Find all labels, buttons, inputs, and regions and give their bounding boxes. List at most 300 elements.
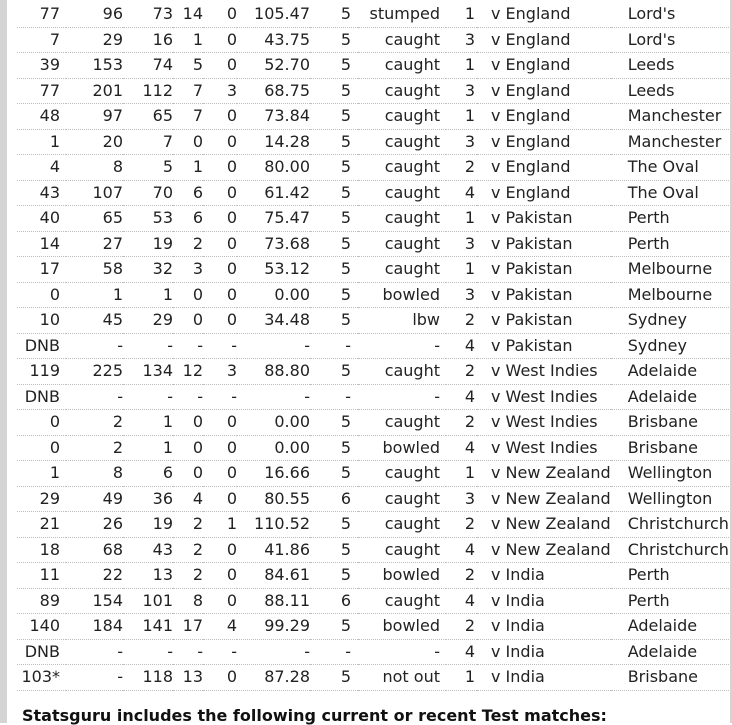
sixes-cell: 0 <box>203 563 237 589</box>
minutes-cell: 201 <box>66 78 123 104</box>
strike-rate-cell: 110.52 <box>237 512 310 538</box>
table-row <box>17 129 729 155</box>
dismissal-cell: caught <box>358 27 446 53</box>
balls-faced-cell: 19 <box>123 231 173 257</box>
strike-rate-cell: 53.12 <box>237 257 310 283</box>
table-row <box>17 384 729 410</box>
runs-cell: 4 <box>17 155 66 181</box>
table-row <box>17 53 729 79</box>
minutes-cell: 96 <box>66 2 123 27</box>
sixes-cell: 0 <box>203 155 237 181</box>
minutes-cell: 8 <box>66 155 123 181</box>
dismissal-cell: caught <box>358 257 446 283</box>
dismissal-cell: bowled <box>358 614 446 640</box>
minutes-cell: - <box>66 333 123 359</box>
table-row <box>17 104 729 130</box>
ground-cell: Leeds <box>611 78 729 104</box>
innings-number-cell: 3 <box>446 231 477 257</box>
balls-faced-cell: - <box>123 639 173 665</box>
ground-cell: Melbourne <box>611 257 729 283</box>
batting-position-cell: 5 <box>310 461 358 487</box>
table-row <box>17 180 729 206</box>
opposition-cell: v India <box>477 588 611 614</box>
batting-position-cell: 5 <box>310 231 358 257</box>
innings-number-cell: 2 <box>446 614 477 640</box>
ground-cell: The Oval <box>611 155 729 181</box>
innings-number-cell: 4 <box>446 639 477 665</box>
balls-faced-cell: 19 <box>123 512 173 538</box>
batting-position-cell: - <box>310 639 358 665</box>
ground-cell: Leeds <box>611 53 729 79</box>
innings-number-cell: 3 <box>446 129 477 155</box>
dismissal-cell: - <box>358 333 446 359</box>
dismissal-cell: bowled <box>358 282 446 308</box>
ground-cell: Melbourne <box>611 282 729 308</box>
sixes-cell: - <box>203 639 237 665</box>
opposition-cell: v Pakistan <box>477 333 611 359</box>
table-row <box>17 410 729 436</box>
opposition-cell: v Pakistan <box>477 231 611 257</box>
innings-number-cell: 1 <box>446 461 477 487</box>
minutes-cell: 97 <box>66 104 123 130</box>
minutes-cell: 22 <box>66 563 123 589</box>
fours-cell: - <box>173 639 203 665</box>
innings-rows <box>17 2 729 690</box>
balls-faced-cell: 118 <box>123 665 173 691</box>
strike-rate-cell: 52.70 <box>237 53 310 79</box>
ground-cell: Christchurch <box>611 537 729 563</box>
minutes-cell: - <box>66 384 123 410</box>
fours-cell: 2 <box>173 537 203 563</box>
sixes-cell: 0 <box>203 104 237 130</box>
opposition-cell: v Pakistan <box>477 308 611 334</box>
dismissal-cell: - <box>358 384 446 410</box>
innings-number-cell: 1 <box>446 665 477 691</box>
strike-rate-cell: 61.42 <box>237 180 310 206</box>
dismissal-cell: caught <box>358 206 446 232</box>
innings-number-cell: 3 <box>446 282 477 308</box>
fours-cell: 0 <box>173 461 203 487</box>
fours-cell: 0 <box>173 410 203 436</box>
table-row <box>17 231 729 257</box>
fours-cell: - <box>173 384 203 410</box>
balls-faced-cell: 65 <box>123 104 173 130</box>
table-row <box>17 461 729 487</box>
dismissal-cell: caught <box>358 129 446 155</box>
ground-cell: Manchester <box>611 129 729 155</box>
ground-cell: Perth <box>611 206 729 232</box>
sixes-cell: - <box>203 333 237 359</box>
opposition-cell: v England <box>477 27 611 53</box>
balls-faced-cell: 141 <box>123 614 173 640</box>
ground-cell: Christchurch <box>611 512 729 538</box>
balls-faced-cell: 13 <box>123 563 173 589</box>
batting-position-cell: 6 <box>310 486 358 512</box>
balls-faced-cell: 134 <box>123 359 173 385</box>
opposition-cell: v India <box>477 614 611 640</box>
dismissal-cell: lbw <box>358 308 446 334</box>
sixes-cell: 0 <box>203 537 237 563</box>
fours-cell: 6 <box>173 206 203 232</box>
batting-position-cell: 5 <box>310 359 358 385</box>
balls-faced-cell: 1 <box>123 410 173 436</box>
batting-position-cell: 5 <box>310 2 358 27</box>
runs-cell: 10 <box>17 308 66 334</box>
sixes-cell: 0 <box>203 231 237 257</box>
opposition-cell: v Pakistan <box>477 257 611 283</box>
dismissal-cell: caught <box>358 231 446 257</box>
batting-position-cell: 5 <box>310 308 358 334</box>
sixes-cell: 0 <box>203 53 237 79</box>
table-row <box>17 155 729 181</box>
runs-cell: 1 <box>17 461 66 487</box>
minutes-cell: 107 <box>66 180 123 206</box>
opposition-cell: v New Zealand <box>477 486 611 512</box>
fours-cell: 2 <box>173 563 203 589</box>
innings-number-cell: 2 <box>446 308 477 334</box>
opposition-cell: v India <box>477 563 611 589</box>
opposition-cell: v New Zealand <box>477 512 611 538</box>
strike-rate-cell: 0.00 <box>237 410 310 436</box>
batting-position-cell: 5 <box>310 665 358 691</box>
strike-rate-cell: 88.80 <box>237 359 310 385</box>
balls-faced-cell: 43 <box>123 537 173 563</box>
table-row <box>17 27 729 53</box>
minutes-cell: 2 <box>66 410 123 436</box>
sixes-cell: 0 <box>203 282 237 308</box>
strike-rate-cell: 73.68 <box>237 231 310 257</box>
dismissal-cell: caught <box>358 104 446 130</box>
innings-number-cell: 1 <box>446 257 477 283</box>
opposition-cell: v India <box>477 665 611 691</box>
strike-rate-cell: 41.86 <box>237 537 310 563</box>
runs-cell: 18 <box>17 537 66 563</box>
table-row <box>17 512 729 538</box>
strike-rate-cell: 16.66 <box>237 461 310 487</box>
runs-cell: 0 <box>17 282 66 308</box>
strike-rate-cell: 34.48 <box>237 308 310 334</box>
balls-faced-cell: 7 <box>123 129 173 155</box>
batting-position-cell: 5 <box>310 206 358 232</box>
dismissal-cell: stumped <box>358 2 446 27</box>
table-row <box>17 614 729 640</box>
strike-rate-cell: 0.00 <box>237 435 310 461</box>
ground-cell: Adelaide <box>611 614 729 640</box>
minutes-cell: 8 <box>66 461 123 487</box>
runs-cell: 11 <box>17 563 66 589</box>
sixes-cell: 0 <box>203 435 237 461</box>
opposition-cell: v Pakistan <box>477 206 611 232</box>
balls-faced-cell: 70 <box>123 180 173 206</box>
minutes-cell: 27 <box>66 231 123 257</box>
opposition-cell: v New Zealand <box>477 461 611 487</box>
balls-faced-cell: - <box>123 333 173 359</box>
strike-rate-cell: - <box>237 333 310 359</box>
innings-number-cell: 4 <box>446 537 477 563</box>
table-row <box>17 282 729 308</box>
table-row <box>17 435 729 461</box>
runs-cell: 43 <box>17 180 66 206</box>
batting-position-cell: 5 <box>310 537 358 563</box>
innings-number-cell: 2 <box>446 563 477 589</box>
batting-position-cell: 5 <box>310 104 358 130</box>
fours-cell: 4 <box>173 486 203 512</box>
ground-cell: Brisbane <box>611 410 729 436</box>
table-row <box>17 639 729 665</box>
sixes-cell: 3 <box>203 78 237 104</box>
runs-cell: 77 <box>17 78 66 104</box>
dismissal-cell: caught <box>358 461 446 487</box>
opposition-cell: v West Indies <box>477 435 611 461</box>
fours-cell: 6 <box>173 180 203 206</box>
table-row <box>17 257 729 283</box>
minutes-cell: 1 <box>66 282 123 308</box>
batting-position-cell: 5 <box>310 257 358 283</box>
balls-faced-cell: 74 <box>123 53 173 79</box>
innings-number-cell: 1 <box>446 2 477 27</box>
balls-faced-cell: 101 <box>123 588 173 614</box>
fours-cell: 3 <box>173 257 203 283</box>
batting-position-cell: - <box>310 333 358 359</box>
sixes-cell: 0 <box>203 486 237 512</box>
sixes-cell: 0 <box>203 27 237 53</box>
sixes-cell: 4 <box>203 614 237 640</box>
fours-cell: 12 <box>173 359 203 385</box>
innings-table <box>17 2 729 691</box>
table-row <box>17 486 729 512</box>
opposition-cell: v England <box>477 53 611 79</box>
minutes-cell: 68 <box>66 537 123 563</box>
ground-cell: Wellington <box>611 486 729 512</box>
innings-number-cell: 4 <box>446 180 477 206</box>
strike-rate-cell: 105.47 <box>237 2 310 27</box>
opposition-cell: v England <box>477 2 611 27</box>
fours-cell: 0 <box>173 308 203 334</box>
strike-rate-cell: 84.61 <box>237 563 310 589</box>
sixes-cell: 0 <box>203 129 237 155</box>
opposition-cell: v England <box>477 78 611 104</box>
innings-number-cell: 1 <box>446 104 477 130</box>
runs-cell: 0 <box>17 435 66 461</box>
ground-cell: Brisbane <box>611 435 729 461</box>
strike-rate-cell: 88.11 <box>237 588 310 614</box>
sixes-cell: 0 <box>203 206 237 232</box>
minutes-cell: - <box>66 665 123 691</box>
minutes-cell: 29 <box>66 27 123 53</box>
balls-faced-cell: 1 <box>123 282 173 308</box>
opposition-cell: v England <box>477 155 611 181</box>
runs-cell: DNB <box>17 333 66 359</box>
opposition-cell: v New Zealand <box>477 537 611 563</box>
minutes-cell: 20 <box>66 129 123 155</box>
ground-cell: Perth <box>611 588 729 614</box>
runs-cell: 103* <box>17 665 66 691</box>
balls-faced-cell: 6 <box>123 461 173 487</box>
dismissal-cell: caught <box>358 359 446 385</box>
statsguru-note: Statsguru includes the following current or recent Test matches: <box>22 706 607 725</box>
opposition-cell: v West Indies <box>477 359 611 385</box>
balls-faced-cell: 36 <box>123 486 173 512</box>
strike-rate-cell: - <box>237 384 310 410</box>
opposition-cell: v India <box>477 639 611 665</box>
table-row <box>17 308 729 334</box>
batting-position-cell: 5 <box>310 614 358 640</box>
table-row <box>17 665 729 691</box>
balls-faced-cell: 1 <box>123 435 173 461</box>
strike-rate-cell: 75.47 <box>237 206 310 232</box>
batting-position-cell: 5 <box>310 180 358 206</box>
opposition-cell: v England <box>477 180 611 206</box>
minutes-cell: 225 <box>66 359 123 385</box>
balls-faced-cell: 5 <box>123 155 173 181</box>
ground-cell: Brisbane <box>611 665 729 691</box>
innings-number-cell: 4 <box>446 384 477 410</box>
innings-number-cell: 3 <box>446 27 477 53</box>
fours-cell: 7 <box>173 78 203 104</box>
ground-cell: Manchester <box>611 104 729 130</box>
runs-cell: 77 <box>17 2 66 27</box>
table-row <box>17 333 729 359</box>
innings-number-cell: 3 <box>446 78 477 104</box>
strike-rate-cell: 68.75 <box>237 78 310 104</box>
table-row <box>17 359 729 385</box>
strike-rate-cell: 80.55 <box>237 486 310 512</box>
batting-position-cell: 5 <box>310 129 358 155</box>
runs-cell: 0 <box>17 410 66 436</box>
batting-position-cell: 5 <box>310 155 358 181</box>
runs-cell: 21 <box>17 512 66 538</box>
balls-faced-cell: 32 <box>123 257 173 283</box>
sixes-cell: 3 <box>203 359 237 385</box>
strike-rate-cell: 99.29 <box>237 614 310 640</box>
runs-cell: 17 <box>17 257 66 283</box>
batting-position-cell: 6 <box>310 588 358 614</box>
sixes-cell: 0 <box>203 461 237 487</box>
innings-number-cell: 1 <box>446 53 477 79</box>
dismissal-cell: caught <box>358 537 446 563</box>
runs-cell: 14 <box>17 231 66 257</box>
balls-faced-cell: 16 <box>123 27 173 53</box>
sixes-cell: 1 <box>203 512 237 538</box>
batting-position-cell: 5 <box>310 78 358 104</box>
dismissal-cell: caught <box>358 512 446 538</box>
ground-cell: Adelaide <box>611 639 729 665</box>
runs-cell: 29 <box>17 486 66 512</box>
table-row <box>17 206 729 232</box>
fours-cell: 14 <box>173 2 203 27</box>
minutes-cell: 154 <box>66 588 123 614</box>
batting-position-cell: - <box>310 384 358 410</box>
innings-number-cell: 3 <box>446 486 477 512</box>
opposition-cell: v West Indies <box>477 384 611 410</box>
innings-number-cell: 1 <box>446 206 477 232</box>
dismissal-cell: caught <box>358 78 446 104</box>
fours-cell: 2 <box>173 231 203 257</box>
minutes-cell: 153 <box>66 53 123 79</box>
minutes-cell: 49 <box>66 486 123 512</box>
strike-rate-cell: 43.75 <box>237 27 310 53</box>
fours-cell: 0 <box>173 435 203 461</box>
fours-cell: 5 <box>173 53 203 79</box>
innings-number-cell: 4 <box>446 435 477 461</box>
batting-position-cell: 5 <box>310 53 358 79</box>
sixes-cell: 0 <box>203 308 237 334</box>
minutes-cell: 26 <box>66 512 123 538</box>
sixes-cell: 0 <box>203 180 237 206</box>
fours-cell: 0 <box>173 282 203 308</box>
opposition-cell: v England <box>477 129 611 155</box>
table-row <box>17 588 729 614</box>
runs-cell: 1 <box>17 129 66 155</box>
batting-position-cell: 5 <box>310 410 358 436</box>
opposition-cell: v England <box>477 104 611 130</box>
batting-position-cell: 5 <box>310 282 358 308</box>
minutes-cell: 58 <box>66 257 123 283</box>
sixes-cell: 0 <box>203 410 237 436</box>
left-scroll-gutter <box>0 0 7 723</box>
strike-rate-cell: 80.00 <box>237 155 310 181</box>
balls-faced-cell: 112 <box>123 78 173 104</box>
batting-position-cell: 5 <box>310 435 358 461</box>
dismissal-cell: caught <box>358 588 446 614</box>
ground-cell: Sydney <box>611 308 729 334</box>
innings-number-cell: 2 <box>446 359 477 385</box>
ground-cell: Perth <box>611 563 729 589</box>
runs-cell: 48 <box>17 104 66 130</box>
ground-cell: Wellington <box>611 461 729 487</box>
ground-cell: Sydney <box>611 333 729 359</box>
fours-cell: 0 <box>173 129 203 155</box>
runs-cell: 40 <box>17 206 66 232</box>
balls-faced-cell: - <box>123 384 173 410</box>
sixes-cell: 0 <box>203 588 237 614</box>
fours-cell: 8 <box>173 588 203 614</box>
innings-number-cell: 2 <box>446 512 477 538</box>
minutes-cell: 65 <box>66 206 123 232</box>
runs-cell: 39 <box>17 53 66 79</box>
innings-number-cell: 4 <box>446 333 477 359</box>
strike-rate-cell: 87.28 <box>237 665 310 691</box>
balls-faced-cell: 73 <box>123 2 173 27</box>
runs-cell: 119 <box>17 359 66 385</box>
fours-cell: 7 <box>173 104 203 130</box>
dismissal-cell: bowled <box>358 435 446 461</box>
dismissal-cell: caught <box>358 486 446 512</box>
minutes-cell: - <box>66 639 123 665</box>
dismissal-cell: caught <box>358 53 446 79</box>
table-row <box>17 2 729 27</box>
batting-position-cell: 5 <box>310 512 358 538</box>
fours-cell: 2 <box>173 512 203 538</box>
ground-cell: Adelaide <box>611 384 729 410</box>
innings-number-cell: 2 <box>446 410 477 436</box>
sixes-cell: 0 <box>203 2 237 27</box>
opposition-cell: v Pakistan <box>477 282 611 308</box>
ground-cell: Perth <box>611 231 729 257</box>
table-row <box>17 537 729 563</box>
dismissal-cell: - <box>358 639 446 665</box>
strike-rate-cell: - <box>237 639 310 665</box>
innings-number-cell: 4 <box>446 588 477 614</box>
balls-faced-cell: 29 <box>123 308 173 334</box>
opposition-cell: v West Indies <box>477 410 611 436</box>
runs-cell: 140 <box>17 614 66 640</box>
balls-faced-cell: 53 <box>123 206 173 232</box>
ground-cell: Lord's <box>611 2 729 27</box>
runs-cell: DNB <box>17 384 66 410</box>
sixes-cell: 0 <box>203 665 237 691</box>
runs-cell: DNB <box>17 639 66 665</box>
